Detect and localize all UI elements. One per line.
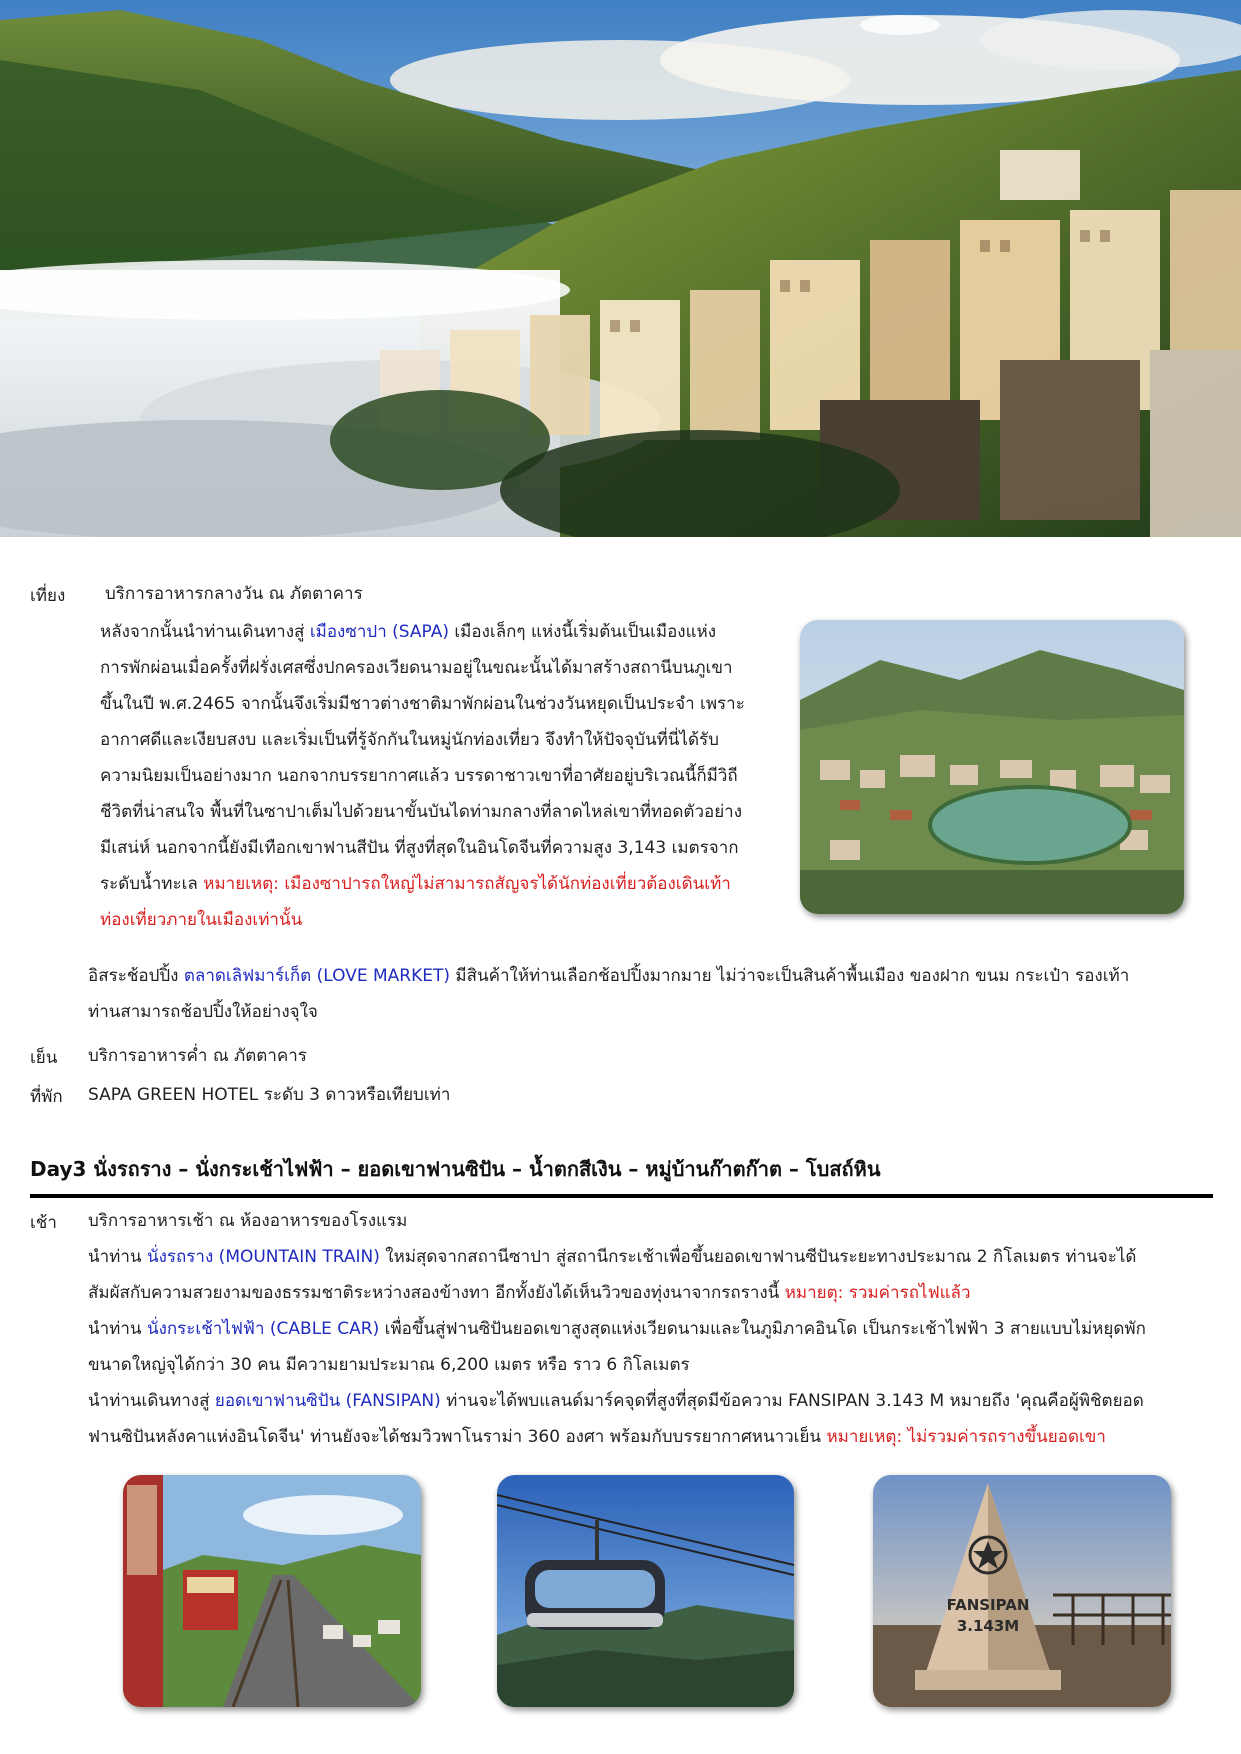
monument-height: 3.143M — [956, 1617, 1020, 1635]
sapa-line-6: ชีวิตที่น่าสนใจ พื้นที่ในซาปาเต็มไปด้วยนาขั้นบันไดท่ามกลางที่ลาดไหล่เขาที่ทอดตัวอย่าง — [100, 802, 743, 822]
sapa-note: หมายเหตุ: เมืองซาปารถใหญ่ไม่สามารถสัญจรได้นักท่องเที่ยวต้องเดินเท้า — [203, 874, 731, 894]
sapa-note-cont: ท่องเที่ยวภายในเมืองเท่านั้น — [100, 910, 303, 930]
train-note: หมายตุ: รวมค่ารถไฟแล้ว — [784, 1283, 971, 1303]
fansipan-monument-photo — [873, 1475, 1171, 1707]
love-market-highlight: ตลาดเลิฟมาร์เก็ต (LOVE MARKET) — [183, 966, 450, 986]
sapa-town-illustration — [0, 0, 1241, 537]
fansipan-line-2: ฟานซิปันหลังคาแห่งอินโดจีน' ท่านยังจะได้ชมวิวพาโนราม่า 360 องศา พร้อมกับบรรยากาศหนาวเย็น หมายเหตุ: ไม่รวมค่ารถรางขึ้นยอดเขา — [88, 1427, 1106, 1447]
fansipan-highlight: ยอดเขาฟานซิปัน (FANSIPAN) — [214, 1391, 441, 1411]
shopping-line-2: ท่านสามารถช้อปปิ้งให้อย่างจุใจ — [88, 1002, 318, 1022]
sapa-line-1: หลังจากนั้นนำท่านเดินทางสู่ เมืองซาปา (SAPA) เมืองเล็กๆ แห่งนี้เริ่มต้นเป็นเมืองแห่ง — [100, 622, 717, 642]
hotel-label: ที่พัก — [30, 1087, 63, 1107]
breakfast-text: บริการอาหารเช้า ณ ห้องอาหารของโรงแรม — [88, 1211, 408, 1231]
hero-sapa-photo — [0, 0, 1241, 537]
sapa-highlight: เมืองซาปา (SAPA) — [309, 622, 449, 642]
sapa-line-2: การพักผ่อนเมื่อครั้งที่ฝรั่งเศสซึ่งปกครองเวียดนามอยู่ในขณะนั้นได้มาสร้างสถานีบนภูเขา — [100, 658, 733, 678]
sapa-line-4: อากาศดีและเงียบสงบ และเริ่มเป็นที่รู้จักกันในหมู่นักท่องเที่ยว จึงทำให้ปัจจุบันที่นี่ได้รับ — [100, 730, 719, 750]
sapa-lake-photo — [800, 620, 1184, 914]
cable-line-1: นำท่าน นั่งกระเช้าไฟฟ้า (CABLE CAR) เพื่อขึ้นสู่ฟานซิปันยอดเขาสูงสุดแห่งเวียดนามและในภูมิภาคอินโด เป็นกระเช้าไฟฟ้า 3 สายแบบไม่หยุดพัก — [88, 1319, 1146, 1339]
cable-highlight: นั่งกระเช้าไฟฟ้า (CABLE CAR) — [146, 1319, 380, 1339]
sapa-line-5: ความนิยมเป็นอย่างมาก นอกจากบรรยากาศแล้ว บรรดาชาวเขาที่อาศัยอยู่บริเวณนี้ก็มีวิถี — [100, 766, 738, 786]
cable-line-2: ขนาดใหญ่จุได้กว่า 30 คน มีความยามประมาณ 6,200 เมตร หรือ ราว 6 กิโลเมตร — [88, 1355, 690, 1375]
hotel-text: SAPA GREEN HOTEL ระดับ 3 ดาวหรือเทียบเท่า — [88, 1085, 451, 1105]
sapa-line-8: ระดับน้ำทะเล หมายเหตุ: เมืองซาปารถใหญ่ไม่สามารถสัญจรได้นักท่องเที่ยวต้องเดินเท้า — [100, 874, 731, 894]
train-line-1: นำท่าน นั่งรถราง (MOUNTAIN TRAIN) ใหม่สุดจากสถานีซาปา สู่สถานีกระเช้าเพื่อขึ้นยอดเขาฟานซีปันระยะทางประมาณ 2 กิโลเมตร ท่านจะได้ — [88, 1247, 1137, 1267]
day3-divider — [30, 1194, 1213, 1198]
shopping-line-1: อิสระช้อปปิ้ง ตลาดเลิฟมาร์เก็ต (LOVE MARKET) มีสินค้าให้ท่านเลือกช้อปปิ้งมากมาย ไม่ว่าจะเป็นสินค้าพื้นเมือง ของฝาก ขนม กระเป๋า รองเท้า — [88, 966, 1130, 986]
breakfast-label: เช้า — [30, 1213, 57, 1233]
day3-paragraph — [88, 1239, 1218, 1455]
train-line-2: สัมผัสกับความสวยงามของธรรมชาติระหว่างสองข้างทา อีกทั้งยังได้เห็นวิวของทุ่งนาจากรถรางนี้ หมายตุ: รวมค่ารถไฟแล้ว — [88, 1283, 971, 1303]
day3-title: Day3 นั่งรถราง – นั่งกระเช้าไฟฟ้า – ยอดเขาฟานซิปัน – น้ำตกสีเงิน – หมู่บ้านก๊าตก๊าต – โบสถ์หิน — [30, 1157, 881, 1181]
dinner-text: บริการอาหารค่ำ ณ ภัตตาคาร — [88, 1046, 307, 1066]
shopping-paragraph — [88, 958, 1218, 1030]
dinner-label: เย็น — [30, 1048, 58, 1068]
sapa-line-7: มีเสน่ห์ นอกจากนี้ยังมีเทือกเขาฟานสีปัน ที่สูงที่สุดในอินโดจีนที่ความสูง 3,143 เมตรจาก — [100, 838, 739, 858]
mountain-train-photo — [123, 1475, 421, 1707]
lunch-text: บริการอาหารกลางวัน ณ ภัตตาคาร — [105, 584, 363, 604]
sapa-paragraph — [100, 614, 780, 938]
cable-car-photo — [497, 1475, 794, 1707]
lunch-label: เที่ยง — [30, 586, 66, 606]
train-highlight: นั่งรถราง (MOUNTAIN TRAIN) — [146, 1247, 380, 1267]
fansipan-line-1: นำท่านเดินทางสู่ ยอดเขาฟานซิปัน (FANSIPAN) ท่านจะได้พบแลนด์มาร์คจุดที่สูงที่สุดมีข้อความ FANSIPAN 3.143 M หมายถึง 'คุณคือผู้พิชิตยอด — [88, 1391, 1144, 1411]
sapa-line-3: ขึ้นในปี พ.ศ.2465 จากนั้นจึงเริ่มมีชาวต่างชาติมาพักผ่อนในช่วงวันหยุดเป็นประจำ เพราะ — [100, 694, 745, 714]
monument-name: FANSIPAN — [946, 1596, 1030, 1614]
fansipan-note: หมายเหตุ: ไม่รวมค่ารถรางขึ้นยอดเขา — [826, 1427, 1106, 1447]
